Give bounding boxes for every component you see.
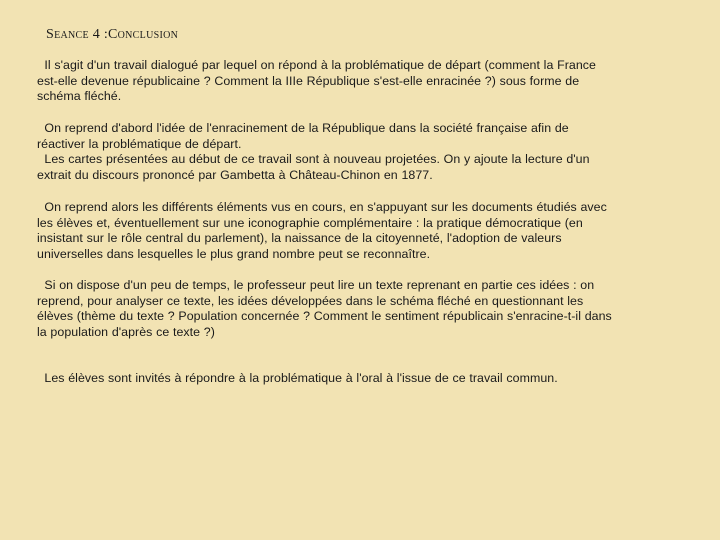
text-line: reprend, pour analyser ce texte, les idées développées dans le schéma fléché en questionnant les — [37, 293, 584, 308]
paragraph-problematique — [37, 58, 647, 105]
text-line: extrait du discours prononcé par Gambetta à Château-Chinon en 1877. — [37, 167, 433, 182]
text-line: les élèves et, éventuellement sur une iconographie complémentaire : la pratique démocratique (en — [37, 215, 583, 230]
text-line: Il s'agit d'un travail dialogué par lequel on répond à la problématique de départ (comment la France — [37, 58, 596, 72]
text-line: On reprend d'abord l'idée de l'enracinement de la République dans la société française afin de — [37, 121, 569, 135]
paragraph-texte-complementaire — [37, 278, 647, 340]
paragraph-enracinement — [37, 121, 647, 183]
text-line: est-elle devenue républicaine ? Comment la IIIe République s'est-elle enracinée ?) sous forme de — [37, 73, 580, 88]
paragraph-elements-cours — [37, 200, 647, 262]
text-line: schéma fléché. — [37, 89, 122, 104]
slide-title — [46, 27, 178, 43]
text-line: élèves (thème du texte ? Population concernée ? Comment le sentiment républicain s'enracine-t-il dans — [37, 309, 612, 324]
text-line: Si on dispose d'un peu de temps, le professeur peut lire un texte reprenant en partie ces idées : on — [37, 278, 595, 292]
text-line: universelles dans lesquelles le plus grand nombre peut se reconnaître. — [37, 246, 431, 261]
text-line: On reprend alors les différents éléments vus en cours, en s'appuyant sur les documents étudiés avec — [37, 200, 607, 214]
text-line: Les élèves sont invités à répondre à la problématique à l'oral à l'issue de ce travail commun. — [37, 371, 558, 385]
text-line: réactiver la problématique de départ. — [37, 136, 242, 151]
paragraph-conclusion-oral — [37, 371, 647, 387]
slide-title-text: Seance 4 :Conclusion — [46, 27, 179, 42]
text-line: la population d'après ce texte ?) — [37, 324, 215, 339]
text-line: Les cartes présentées au début de ce travail sont à nouveau projetées. On y ajoute la lecture d'un — [37, 152, 590, 167]
text-line: insistant sur le rôle central du parlement), la naissance de la citoyenneté, l'adoption de valeurs — [37, 231, 562, 246]
